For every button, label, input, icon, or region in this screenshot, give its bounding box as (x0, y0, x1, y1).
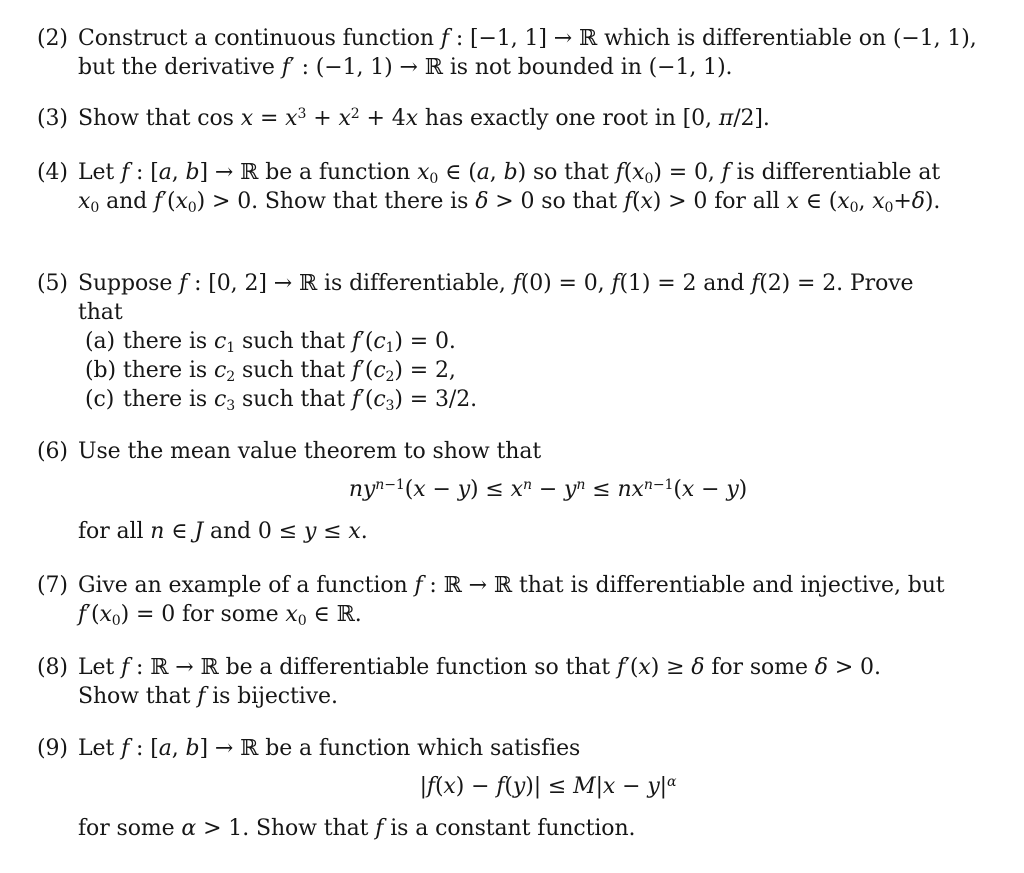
subitem-label: (a) (85, 329, 115, 354)
subitem-c (78, 385, 1018, 414)
problem-9 (0, 734, 1024, 843)
problem-number: (7) (37, 573, 68, 598)
problem-number: (9) (37, 736, 68, 761)
subitem-label: (b) (85, 358, 116, 383)
problem-body (78, 571, 1018, 629)
subitem-a (78, 327, 1018, 356)
problem-7 (0, 571, 1024, 629)
problem-number: (6) (37, 439, 68, 464)
problem-body (78, 104, 1018, 133)
problem-text-line: Let f : [a, b] → ℝ be a function which satisfies (78, 736, 581, 761)
problem-text-line: Let f : [a, b] → ℝ be a function x0 ∈ (a, b) so that f(x0) = 0, f is differentiable at (78, 160, 941, 187)
problem-8 (0, 653, 1024, 711)
problem-number: (5) (37, 271, 68, 296)
problem-body (78, 24, 1018, 82)
display-equation: $ny^{n-1}(x - y) \le x^n - y^n \le nx^{n-1}(x - y)$ (348, 476, 748, 502)
subitem-text: there is c2 such that f′(c2) = 2, (123, 358, 456, 385)
problem-body (78, 437, 1018, 546)
problem-body (78, 269, 1018, 414)
problem-text-line: Show that $\cos x = x^3 + x^2 + 4x$ has exactly one root in [0, π/2]. (78, 105, 770, 131)
problem-text-line: for some α > 1. Show that f is a constant function. (78, 816, 636, 841)
problem-number: (8) (37, 655, 68, 680)
problem-subitems (78, 327, 1018, 414)
subitem-label: (c) (85, 387, 115, 412)
display-equation: $|f(x) - f(y)| \le M|x - y|^\alpha$ (419, 773, 677, 799)
subitem-b (78, 356, 1018, 385)
problem-body (78, 158, 1018, 216)
problem-5 (0, 269, 1024, 414)
problem-text-line: Show that f is bijective. (78, 684, 338, 709)
subitem-text: there is c1 such that f′(c1) = 0. (123, 329, 456, 356)
problem-text-line: for all n ∈ J and 0 ≤ y ≤ x. (78, 519, 368, 544)
problem-4 (0, 158, 1024, 216)
problem-text-line: but the derivative f′ : (−1, 1) → ℝ is not bounded in (−1, 1). (78, 55, 733, 80)
problem-text-line: Give an example of a function f : ℝ → ℝ that is differentiable and injective, but (78, 573, 945, 598)
problem-2 (0, 24, 1024, 82)
problem-3 (0, 104, 1024, 133)
problem-text-line: Let f : ℝ → ℝ be a differentiable function so that f′(x) ≥ δ for some δ > 0. (78, 655, 881, 680)
problem-text-line: Construct a continuous function f : [−1, 1] → ℝ which is differentiable on (−1, 1), (78, 26, 977, 51)
problem-text-line: x0 and f′(x0) > 0. Show that there is δ > 0 so that f(x) > 0 for all x ∈ (x0, x0+δ). (78, 189, 941, 216)
problem-body (78, 734, 1018, 843)
problem-text-line: Use the mean value theorem to show that (78, 439, 542, 464)
problem-6 (0, 437, 1024, 546)
problem-number: (4) (37, 160, 68, 185)
problem-number: (2) (37, 26, 68, 51)
subitem-text: there is c3 such that f′(c3) = 3/2. (123, 387, 478, 414)
problem-text-line: f′(x0) = 0 for some x0 ∈ ℝ. (78, 602, 362, 629)
problem-body (78, 653, 1018, 711)
problem-text-line: that (78, 300, 123, 325)
problem-number: (3) (37, 106, 68, 131)
problem-text-line: Suppose f : [0, 2] → ℝ is differentiable, f(0) = 0, f(1) = 2 and f(2) = 2. Prove (78, 271, 914, 296)
